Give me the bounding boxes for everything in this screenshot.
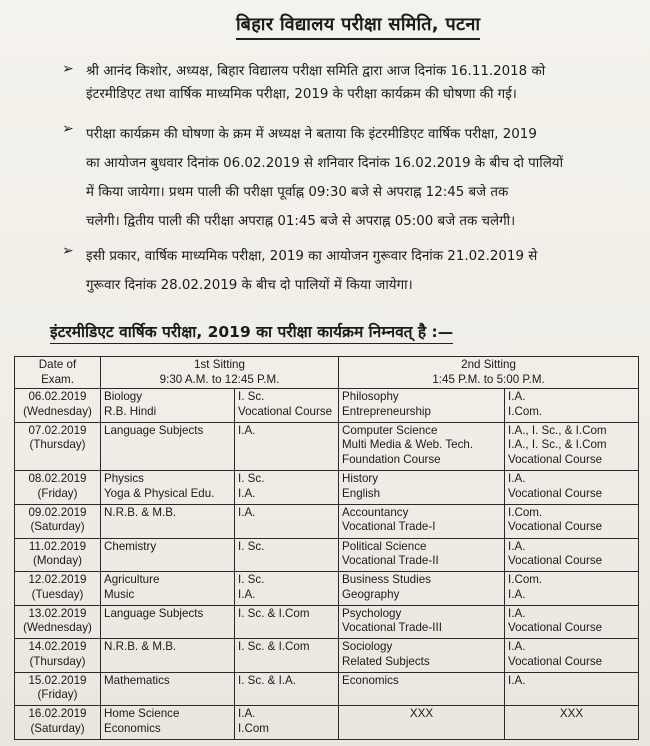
first-sitting-stream-cell: I. Sc. I.A. [235, 572, 339, 606]
date-cell: 14.02.2019 (Thursday) [15, 639, 101, 673]
first-sitting-subject-cell: Agriculture Music [101, 572, 235, 606]
second-sitting-subject-cell: XXX [339, 706, 505, 740]
first-sitting-stream-cell: I.A. I.Com [235, 706, 339, 740]
first-sitting-stream-cell: I. Sc. I.A. [235, 471, 339, 505]
table-row [15, 605, 639, 639]
table-row [15, 504, 639, 538]
second-sitting-subject-cell: Political Science Vocational Trade-II [339, 538, 505, 572]
first-sitting-stream-cell: I.A. [235, 504, 339, 538]
second-sitting-stream-cell: I.A. Vocational Course [505, 471, 639, 505]
paragraph-intermediate-schedule: परीक्षा कार्यक्रम की घोषणा के क्रम में अध्यक्ष ने बताया कि इंटरमीडिएट वार्षिक परीक्षा, 2019 का आयोजन बुधवार दिनांक 06.02.2019 से शनिवार दिनांक 16.02.2019 के बीच दो पालियों में किया जायेगा। प्रथम पाली की परीक्षा पूर्वाह्न 09:30 बजे से अपराह्न 12:45 बजे तक चलेगी। द्वितीय पाली की परीक्षा अपराह्न 01:45 बजे से अपराह्न 05:00 बजे तक चलेगी। [86, 127, 564, 229]
first-sitting-subject-cell: Physics Yoga & Physical Edu. [101, 471, 235, 505]
date-cell: 15.02.2019 (Friday) [15, 672, 101, 706]
date-cell: 07.02.2019 (Thursday) [15, 422, 101, 471]
second-sitting-stream-cell: I.A., I. Sc., & I.Com I.A., I. Sc., & I.Com Vocational Course [505, 422, 639, 471]
first-sitting-subject-cell: Language Subjects [101, 422, 235, 471]
header-first-sitting: 1st Sitting 9:30 A.M. to 12:45 P.M. [101, 357, 339, 389]
second-sitting-stream-cell: I.A. I.Com. [505, 389, 639, 423]
table-row [15, 389, 639, 423]
first-sitting-stream-cell: I. Sc. & I.Com [235, 605, 339, 639]
table-row [15, 706, 639, 740]
second-sitting-stream-cell: I.A. Vocational Course [505, 639, 639, 673]
exam-schedule-table [14, 356, 639, 740]
second-sitting-subject-cell: Accountancy Vocational Trade-I [339, 504, 505, 538]
second-sitting-stream-cell: I.A. Vocational Course [505, 605, 639, 639]
bullet-arrow-icon: ➢ [62, 61, 74, 77]
second-sitting-subject-cell: Philosophy Entrepreneurship [339, 389, 505, 423]
table-row [15, 538, 639, 572]
first-sitting-subject-cell: N.R.B. & M.B. [101, 639, 235, 673]
second-sitting-stream-cell: I.A. Vocational Course [505, 538, 639, 572]
date-cell: 09.02.2019 (Saturday) [15, 504, 101, 538]
date-cell: 13.02.2019 (Wednesday) [15, 605, 101, 639]
date-cell: 08.02.2019 (Friday) [15, 471, 101, 505]
first-sitting-subject-cell: Language Subjects [101, 605, 235, 639]
first-sitting-subject-cell: Chemistry [101, 538, 235, 572]
first-sitting-stream-cell: I. Sc. [235, 538, 339, 572]
second-sitting-subject-cell: Sociology Related Subjects [339, 639, 505, 673]
date-cell: 12.02.2019 (Tuesday) [15, 572, 101, 606]
date-cell: 16.02.2019 (Saturday) [15, 706, 101, 740]
second-sitting-subject-cell: Psychology Vocational Trade-III [339, 605, 505, 639]
date-cell: 06.02.2019 (Wednesday) [15, 389, 101, 423]
table-header-row [15, 357, 639, 389]
first-sitting-subject-cell: Home Science Economics [101, 706, 235, 740]
second-sitting-stream-cell: I.Com. I.A. [505, 572, 639, 606]
second-sitting-stream-cell: XXX [505, 706, 639, 740]
second-sitting-subject-cell: Economics [339, 672, 505, 706]
date-cell: 11.02.2019 (Monday) [15, 538, 101, 572]
first-sitting-stream-cell: I. Sc. & I.A. [235, 672, 339, 706]
table-row [15, 672, 639, 706]
schedule-heading: इंटरमीडिएट वार्षिक परीक्षा, 2019 का परीक्षा कार्यक्रम निम्नवत् है :— [50, 320, 453, 344]
second-sitting-stream-cell: I.A. [505, 672, 639, 706]
first-sitting-subject-cell: N.R.B. & M.B. [101, 504, 235, 538]
second-sitting-subject-cell: History English [339, 471, 505, 505]
table-row [15, 639, 639, 673]
first-sitting-stream-cell: I. Sc. & I.Com [235, 639, 339, 673]
first-sitting-subject-cell: Mathematics [101, 672, 235, 706]
document-title: बिहार विद्यालय परीक्षा समिति, पटना [236, 12, 480, 40]
paragraph-matric-schedule: इसी प्रकार, वार्षिक माध्यमिक परीक्षा, 2019 का आयोजन गुरूवार दिनांक 21.02.2019 से गुरूवार दिनांक 28.02.2019 के बीच दो पालियों में किया जायेगा। [86, 249, 538, 293]
first-sitting-subject-cell: Biology R.B. Hindi [101, 389, 235, 423]
table-row [15, 471, 639, 505]
table-row [15, 422, 639, 471]
first-sitting-stream-cell: I. Sc. Vocational Course [235, 389, 339, 423]
bullet-arrow-icon: ➢ [62, 243, 74, 259]
header-second-sitting: 2nd Sitting 1:45 P.M. to 5:00 P.M. [339, 357, 639, 389]
second-sitting-stream-cell: I.Com. Vocational Course [505, 504, 639, 538]
header-date: Date of Exam. [15, 357, 101, 389]
table-row [15, 572, 639, 606]
second-sitting-subject-cell: Computer Science Multi Media & Web. Tech. Foundation Course [339, 422, 505, 471]
bullet-arrow-icon: ➢ [62, 121, 74, 137]
first-sitting-stream-cell: I.A. [235, 422, 339, 471]
paragraph-announcement: श्री आनंद किशोर, अध्यक्ष, बिहार विद्यालय परीक्षा समिति द्वारा आज दिनांक 16.11.2018 को इंटरमीडिएट तथा वार्षिक माध्यमिक परीक्षा, 2019 के परीक्षा कार्यक्रम की घोषणा की गई। [86, 64, 546, 102]
second-sitting-subject-cell: Business Studies Geography [339, 572, 505, 606]
